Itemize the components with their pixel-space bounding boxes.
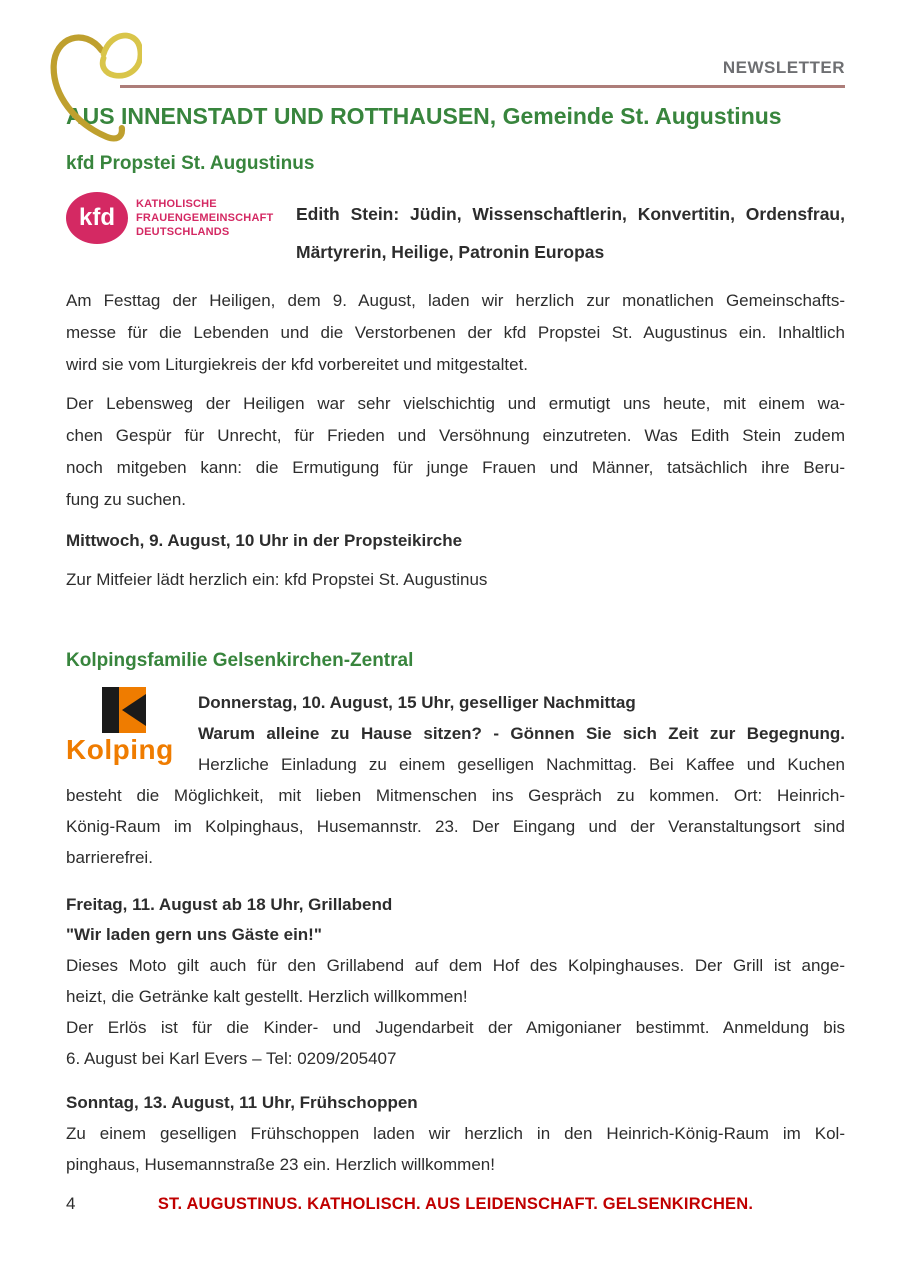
kolping-event2-body-1: Dieses Moto gilt auch für den Grillabend auf dem Hof des Kolpinghauses. Der Grill ist ange- heizt, die Getränke kalt gestellt. Herzlich willkommen! bbox=[66, 956, 845, 1006]
page-title: AUS INNENSTADT UND ROTTHAUSEN, Gemeinde St. Augustinus bbox=[66, 103, 782, 129]
kfd-event-datetime: Mittwoch, 9. August, 10 Uhr in der Propsteikirche bbox=[66, 531, 463, 550]
kolping-event-grillabend bbox=[66, 890, 845, 1074]
kolping-section-heading: Kolpingsfamilie Gelsenkirchen-Zentral bbox=[66, 650, 414, 671]
kfd-invite-line: Zur Mitfeier lädt herzlich ein: kfd Propstei St. Augustinus bbox=[66, 570, 488, 589]
kolping-event2-body-2: Der Erlös ist für die Kinder- und Jugendarbeit der Amigonianer bestimmt. Anmeldung bis 6. August bei Karl Evers – Tel: 0209/205407 bbox=[66, 1018, 845, 1068]
kolping-event2-title: Freitag, 11. August ab 18 Uhr, Grillabend bbox=[66, 895, 393, 914]
kolping-event1-body: Herzliche Einladung zu einem geselligen Nachmittag. Bei Kaffee und Kuchen besteht die Möglichkeit, mit lieben Mitmenschen ins Gespräch zu kommen. Ort: Heinrich- König-Raum im Kolpinghaus, Husemannstr. 23. Der Eingang und der Veranstaltungsort sind barrierefrei. bbox=[66, 755, 845, 867]
kolping-event1-title: Donnerstag, 10. August, 15 Uhr, geselliger Nachmittag bbox=[198, 693, 636, 712]
kfd-paragraph-2: Der Lebensweg der Heiligen war sehr vielschichtig und ermutigt uns heute, mit einem wa- chen Gespür für Unrecht, für Frieden und Versöhnung einzutreten. Was Edith Stein zudem noch mitgeben kann: die Ermutigung für junge Frauen und Männer, tatsächlich ihre Beru- fung zu suchen. bbox=[66, 394, 845, 509]
kfd-logo-orgname: KATHOLISCHE FRAUENGEMEINSCHAFT DEUTSCHLANDS bbox=[136, 198, 274, 238]
page-header bbox=[0, 0, 909, 88]
page-number: 4 bbox=[66, 1194, 76, 1213]
kolping-event3-body: Zu einem geselligen Frühschoppen laden wir herzlich in den Heinrich-König-Raum im Kol- pinghaus, Husemannstraße 23 ein. Herzlich willkommen! bbox=[66, 1124, 845, 1174]
kfd-logo bbox=[66, 192, 296, 244]
kolping-event-nachmittag bbox=[66, 687, 845, 873]
kolping-event-fruehschoppen bbox=[66, 1088, 845, 1180]
kolping-logo-wordmark: Kolping bbox=[66, 734, 174, 765]
kfd-logo-icon: kfd bbox=[66, 192, 128, 244]
page-footer bbox=[66, 1192, 845, 1222]
kfd-section-heading: kfd Propstei St. Augustinus bbox=[66, 153, 315, 174]
kolping-logo bbox=[66, 687, 198, 777]
kolping-k-icon bbox=[102, 687, 146, 733]
kolping-event3-title: Sonntag, 13. August, 11 Uhr, Frühschoppen bbox=[66, 1093, 418, 1112]
kfd-intro-row bbox=[66, 192, 845, 271]
header-rule bbox=[120, 85, 845, 88]
kolping-event1-subtitle: Warum alleine zu Hause sitzen? - Gönnen Sie sich Zeit zur Begegnung. bbox=[198, 724, 845, 743]
content-column bbox=[66, 102, 845, 1180]
kfd-event-lead: Edith Stein: Jüdin, Wissenschaftlerin, Konvertitin, Ordensfrau, Märtyrerin, Heilige, Patronin Europas bbox=[296, 204, 845, 262]
heart-logo-icon bbox=[46, 22, 142, 144]
kolping-event2-subtitle: "Wir laden gern uns Gäste ein!" bbox=[66, 925, 322, 944]
footer-slogan: ST. AUGUSTINUS. KATHOLISCH. AUS LEIDENSCHAFT. GELSENKIRCHEN. bbox=[157, 1195, 754, 1213]
kfd-paragraph-1: Am Festtag der Heiligen, dem 9. August, laden wir herzlich zur monatlichen Gemeinschafts- messe für die Lebenden und die Verstorbenen der kfd Propstei St. Augustinus ein. Inhaltlich wird sie vom Liturgiekreis der kfd vorbereitet und mitgestaltet. bbox=[66, 291, 845, 374]
newsletter-label: NEWSLETTER bbox=[722, 58, 845, 77]
